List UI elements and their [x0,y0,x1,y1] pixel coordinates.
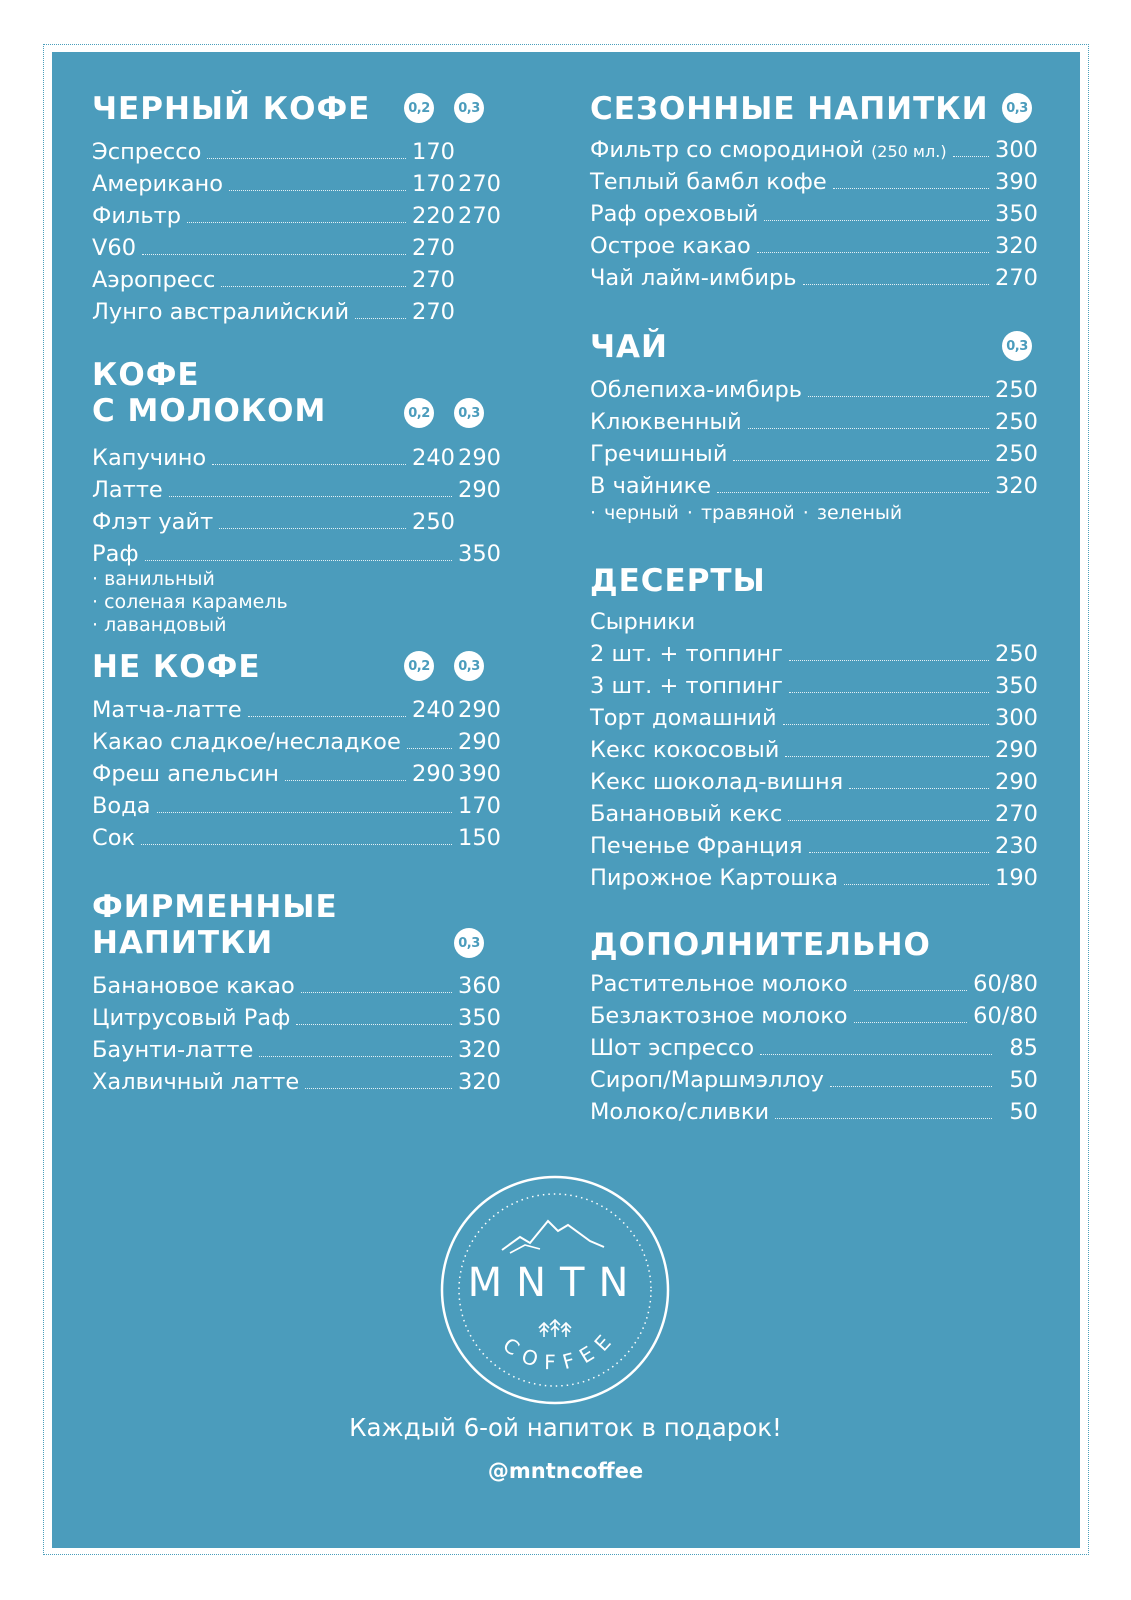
menu-item: Американо 170 270 [92,171,501,197]
menu-item: 3 шт. + топпинг 350 [590,673,1038,699]
menu-item: Облепиха-имбирь 250 [590,377,1038,403]
menu-item: 2 шт. + топпинг 250 [590,641,1038,667]
instagram-handle[interactable]: @mntncoffee [487,1459,644,1483]
section-title: СЕЗОННЫЕ НАПИТКИ [590,91,989,127]
menu-item: В чайнике 320 [590,473,1038,499]
menu-item: Фильтр 220 270 [92,203,501,229]
section-title-line1: КОФЕ [92,357,200,393]
size-badge-03: 0,3 [1002,331,1032,361]
menu-item: Печенье Франция 230 [590,833,1038,859]
menu-item: Сок 150 [92,825,501,851]
logo-brand-text: MNTN [467,1260,643,1306]
menu-item: Теплый бамбл кофе 390 [590,169,1038,195]
menu-item-heading: Сырники [590,609,696,635]
menu-item: Аэропресс 270 [92,267,455,293]
menu-item: Лунго австралийский 270 [92,299,455,325]
section-title-line2: С МОЛОКОМ [92,393,327,429]
menu-item: Баунти-латте 320 [92,1037,501,1063]
promo-text: Каждый 6-ой напиток в подарок! [349,1413,782,1442]
section-title: НЕ КОФЕ [92,649,261,685]
menu-item: Гречишный 250 [590,441,1038,467]
menu-item: Фреш апельсин 290 390 [92,761,501,787]
section-title: ДЕСЕРТЫ [590,563,766,599]
mountain-icon [502,1221,604,1250]
raf-option: · лавандовый [92,614,227,636]
menu-item: Пирожное Картошка 190 [590,865,1038,891]
menu-item: Сироп/Маршмэллоу 50 [590,1067,1038,1093]
size-badge-03: 0,3 [454,651,484,681]
menu-item: Шот эспрессо 85 [590,1035,1038,1061]
section-title: ДОПОЛНИТЕЛЬНО [590,927,931,963]
size-badge-03: 0,3 [454,93,484,123]
volume-note: (250 мл.) [871,142,947,161]
menu-item: Торт домашний 300 [590,705,1038,731]
menu-item: Острое какао 320 [590,233,1038,259]
menu-item: Какао сладкое/несладкое 290 [92,729,501,755]
menu-item: Раф ореховый 350 [590,201,1038,227]
menu-item: Цитрусовый Раф 350 [92,1005,501,1031]
menu-item: Матча-латте 240 290 [92,697,501,723]
raf-option: · ванильный [92,568,215,590]
size-badge-03: 0,3 [1002,93,1032,123]
menu-item: Клюквенный 250 [590,409,1038,435]
section-title: ЧАЙ [590,329,668,365]
section-title-line2: НАПИТКИ [92,925,274,961]
trees-icon [539,1320,571,1337]
menu-item: Кекс шоколад-вишня 290 [590,769,1038,795]
size-badge-02: 0,2 [404,651,434,681]
menu-item: Кекс кокосовый 290 [590,737,1038,763]
size-badge-03: 0,3 [454,928,484,958]
menu-item: Эспрессо 170 [92,139,455,165]
logo-sub-text: COFFEE [498,1323,622,1375]
menu-item: Капучино 240 290 [92,445,501,471]
raf-options [92,568,288,637]
section-title: ЧЕРНЫЙ КОФЕ [92,91,371,127]
menu-item: Фильтр со смородиной (250 мл.) 300 [590,134,1038,166]
menu-item: Молоко/сливки 50 [590,1099,1038,1125]
menu-item: Раф 350 [92,541,501,567]
menu-item: Чай лайм-имбирь 270 [590,265,1038,291]
menu-item: Флэт уайт 250 [92,509,455,535]
size-badge-02: 0,2 [404,93,434,123]
section-title-line1: ФИРМЕННЫЕ [92,889,338,925]
menu-item: Латте 290 [92,477,501,503]
size-badge-02: 0,2 [404,398,434,428]
menu-item: Безлактозное молоко 60/80 [590,1003,1038,1029]
menu-item: Вода 170 [92,793,501,819]
menu-item: Банановое какао 360 [92,973,501,999]
menu-item: Халвичный латте 320 [92,1069,501,1095]
menu-item: Растительное молоко 60/80 [590,971,1038,997]
teapot-options: · черный · травяной · зеленый [590,502,903,524]
menu-item: V60 270 [92,235,455,261]
mountain-ridge-icon [510,1245,540,1253]
raf-option: · соленая карамель [92,591,288,613]
size-badge-03: 0,3 [454,398,484,428]
mntn-coffee-logo [440,1175,670,1405]
menu-item: Банановый кекс 270 [590,801,1038,827]
